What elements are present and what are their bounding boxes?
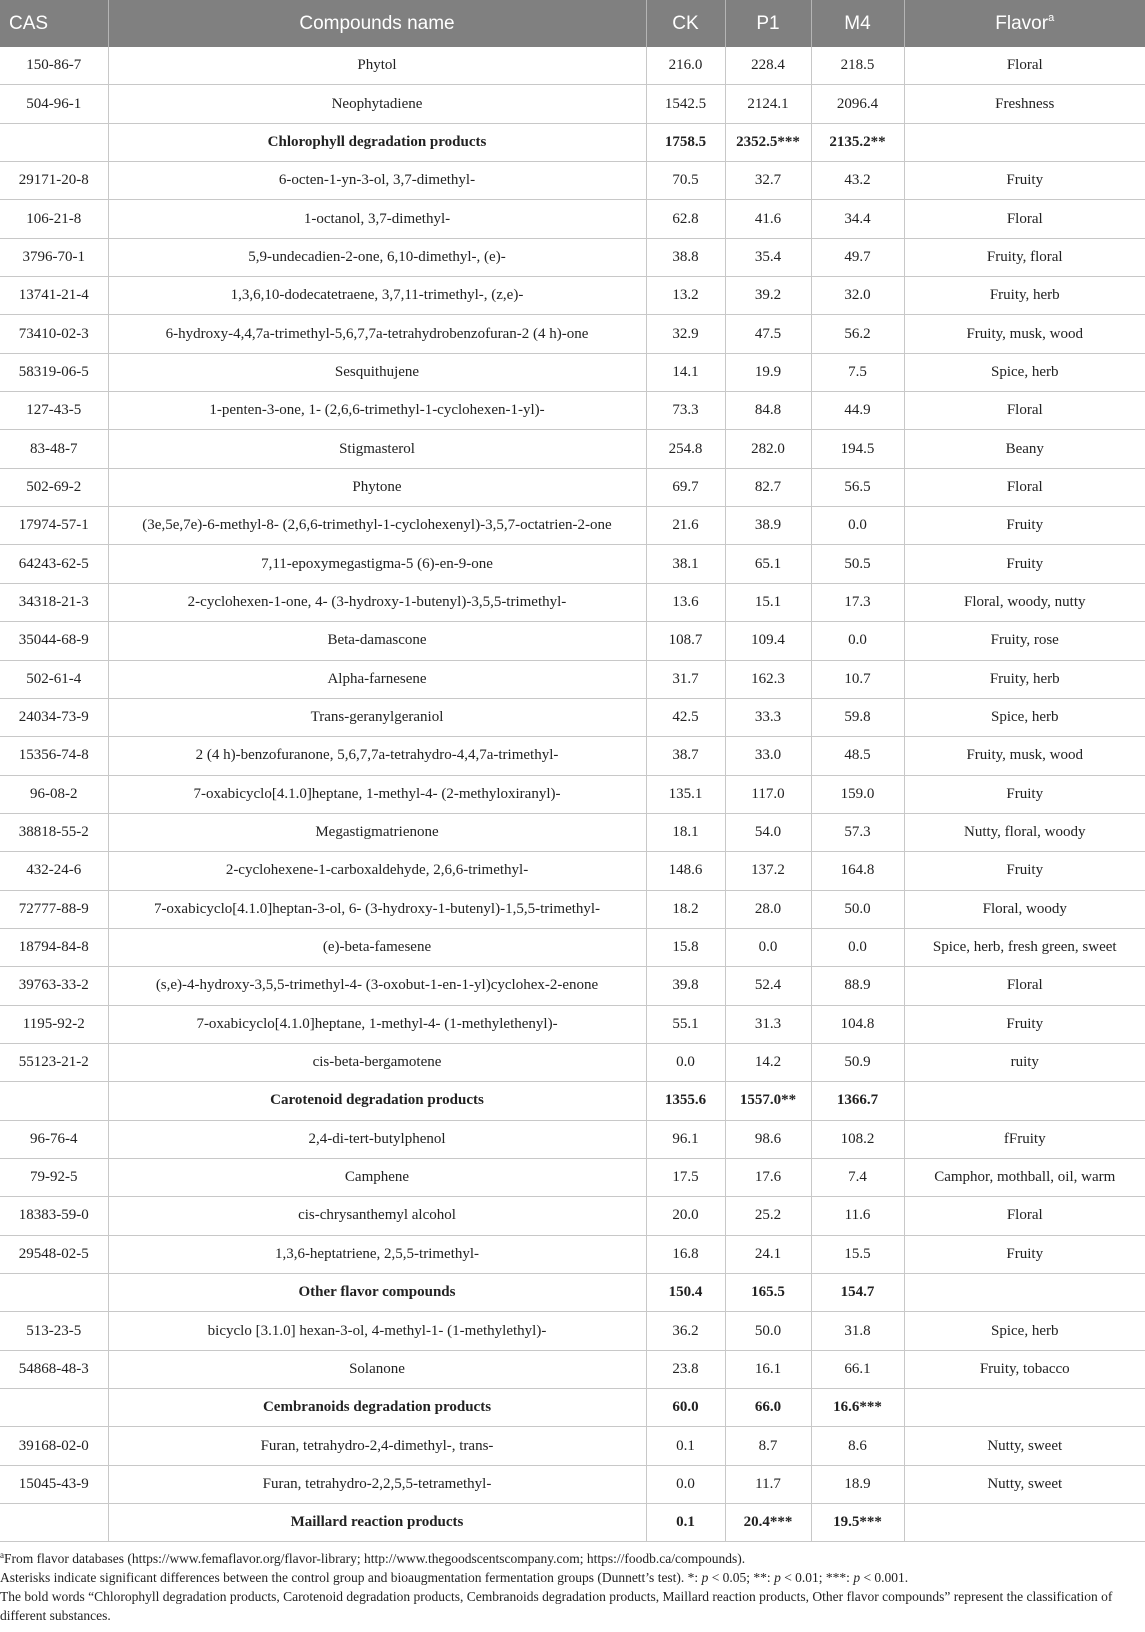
cell-compound-name: 2 (4 h)-benzofuranone, 5,6,7,7a-tetrahydro-4,4,7a-trimethyl-: [108, 737, 646, 775]
header-m4: M4: [811, 0, 904, 47]
table-row: [0, 737, 1145, 775]
cell-flavor: Fruity: [904, 545, 1145, 583]
cell-compound-name: 1,3,6,10-dodecatetraene, 3,7,11-trimethyl-, (z,e)-: [108, 277, 646, 315]
cell-compound-name: 6-hydroxy-4,4,7a-trimethyl-5,6,7,7a-tetrahydrobenzofuran-2 (4 h)-one: [108, 315, 646, 353]
cell-flavor: Fruity: [904, 852, 1145, 890]
cell-ck: 36.2: [646, 1312, 725, 1350]
cell-ck: 96.1: [646, 1120, 725, 1158]
cell-flavor: Fruity: [904, 1005, 1145, 1043]
cell-cas: 17974-57-1: [0, 507, 108, 545]
cell-compound-name: Camphene: [108, 1158, 646, 1196]
cell-cas: 106-21-8: [0, 200, 108, 238]
cell-p1: 66.0: [725, 1389, 811, 1427]
cell-flavor: fFruity: [904, 1120, 1145, 1158]
cell-flavor: Beany: [904, 430, 1145, 468]
cell-ck: 39.8: [646, 967, 725, 1005]
cell-ck: 254.8: [646, 430, 725, 468]
cell-compound-name: Other flavor compounds: [108, 1274, 646, 1312]
cell-p1: 33.0: [725, 737, 811, 775]
cell-compound-name: 1-penten-3-one, 1- (2,6,6-trimethyl-1-cyclohexen-1-yl)-: [108, 392, 646, 430]
cell-compound-name: 7-oxabicyclo[4.1.0]heptane, 1-methyl-4- (2-methyloxiranyl)-: [108, 775, 646, 813]
footnote-sources: [0, 1546, 1145, 1568]
table-row: [0, 1235, 1145, 1273]
cell-p1: 282.0: [725, 430, 811, 468]
cell-ck: 1758.5: [646, 123, 725, 161]
cell-cas: 127-43-5: [0, 392, 108, 430]
table-row: [0, 200, 1145, 238]
cell-m4: 50.0: [811, 890, 904, 928]
cell-cas: 64243-62-5: [0, 545, 108, 583]
cell-m4: 43.2: [811, 162, 904, 200]
table-footnotes: [0, 1546, 1145, 1625]
cell-ck: 216.0: [646, 47, 725, 85]
cell-compound-name: Neophytadiene: [108, 85, 646, 123]
cell-compound-name: cis-beta-bergamotene: [108, 1043, 646, 1081]
cell-ck: 42.5: [646, 698, 725, 736]
cell-flavor: Nutty, floral, woody: [904, 813, 1145, 851]
cell-m4: 31.8: [811, 1312, 904, 1350]
cell-ck: 1542.5: [646, 85, 725, 123]
cell-compound-name: 2,4-di-tert-butylphenol: [108, 1120, 646, 1158]
cell-p1: 31.3: [725, 1005, 811, 1043]
cell-cas: [0, 123, 108, 161]
cell-ck: 20.0: [646, 1197, 725, 1235]
cell-cas: [0, 1274, 108, 1312]
cell-p1: 84.8: [725, 392, 811, 430]
cell-compound-name: (e)-beta-famesene: [108, 928, 646, 966]
cell-cas: 15045-43-9: [0, 1465, 108, 1503]
cell-cas: 150-86-7: [0, 47, 108, 85]
cell-m4: 10.7: [811, 660, 904, 698]
table-row: [0, 660, 1145, 698]
table-row: [0, 622, 1145, 660]
cell-flavor: Fruity: [904, 775, 1145, 813]
cell-cas: 54868-48-3: [0, 1350, 108, 1388]
cell-flavor: Spice, herb, fresh green, sweet: [904, 928, 1145, 966]
cell-p1: 35.4: [725, 238, 811, 276]
footnote-significance-text-a: Asterisks indicate significant differences between the control group and bioaugmentation fermentation groups (Dunnett’s test). *:: [0, 1570, 702, 1585]
cell-m4: 49.7: [811, 238, 904, 276]
cell-ck: 0.0: [646, 1043, 725, 1081]
cell-compound-name: Sesquithujene: [108, 353, 646, 391]
cell-p1: 162.3: [725, 660, 811, 698]
cell-p1: 0.0: [725, 928, 811, 966]
cell-m4: 66.1: [811, 1350, 904, 1388]
cell-cas: 502-61-4: [0, 660, 108, 698]
table-row: [0, 890, 1145, 928]
cell-ck: 0.0: [646, 1465, 725, 1503]
cell-compound-name: Phytone: [108, 468, 646, 506]
table-row: [0, 392, 1145, 430]
cell-m4: 15.5: [811, 1235, 904, 1273]
header-p1: P1: [725, 0, 811, 47]
footnote-p-symbol: p: [774, 1570, 781, 1585]
cell-ck: 17.5: [646, 1158, 725, 1196]
header-flavor-footnote-mark: a: [1048, 12, 1055, 24]
cell-compound-name: 7-oxabicyclo[4.1.0]heptane, 1-methyl-4- (1-methylethenyl)-: [108, 1005, 646, 1043]
cell-flavor: Floral: [904, 47, 1145, 85]
cell-cas: 502-69-2: [0, 468, 108, 506]
cell-flavor: Fruity, musk, wood: [904, 737, 1145, 775]
cell-flavor: Spice, herb: [904, 1312, 1145, 1350]
cell-flavor: Spice, herb: [904, 353, 1145, 391]
cell-flavor: [904, 1274, 1145, 1312]
cell-cas: 55123-21-2: [0, 1043, 108, 1081]
cell-m4: 154.7: [811, 1274, 904, 1312]
cell-cas: 18383-59-0: [0, 1197, 108, 1235]
cell-m4: 218.5: [811, 47, 904, 85]
cell-ck: 0.1: [646, 1504, 725, 1542]
cell-m4: 0.0: [811, 507, 904, 545]
header-flavor: [904, 0, 1145, 47]
table-row: [0, 928, 1145, 966]
cell-ck: 23.8: [646, 1350, 725, 1388]
cell-p1: 2124.1: [725, 85, 811, 123]
cell-compound-name: Furan, tetrahydro-2,2,5,5-tetramethyl-: [108, 1465, 646, 1503]
cell-m4: 32.0: [811, 277, 904, 315]
cell-flavor: ruity: [904, 1043, 1145, 1081]
cell-flavor: Nutty, sweet: [904, 1465, 1145, 1503]
cell-flavor: Floral: [904, 1197, 1145, 1235]
cell-m4: 1366.7: [811, 1082, 904, 1120]
cell-cas: 96-08-2: [0, 775, 108, 813]
cell-ck: 13.2: [646, 277, 725, 315]
cell-p1: 82.7: [725, 468, 811, 506]
cell-m4: 59.8: [811, 698, 904, 736]
cell-flavor: Fruity, herb: [904, 277, 1145, 315]
cell-m4: 19.5***: [811, 1504, 904, 1542]
category-total-row: [0, 1389, 1145, 1427]
cell-p1: 165.5: [725, 1274, 811, 1312]
table-row: [0, 775, 1145, 813]
cell-cas: 79-92-5: [0, 1158, 108, 1196]
table-row: [0, 468, 1145, 506]
cell-p1: 17.6: [725, 1158, 811, 1196]
cell-cas: 18794-84-8: [0, 928, 108, 966]
table-row: [0, 507, 1145, 545]
cell-ck: 148.6: [646, 852, 725, 890]
cell-ck: 13.6: [646, 583, 725, 621]
cell-m4: 50.9: [811, 1043, 904, 1081]
cell-m4: 17.3: [811, 583, 904, 621]
footnote-significance-text-d: < 0.001.: [860, 1570, 909, 1585]
table-body: [0, 47, 1145, 1542]
table-row: [0, 315, 1145, 353]
cell-m4: 0.0: [811, 622, 904, 660]
cell-compound-name: cis-chrysanthemyl alcohol: [108, 1197, 646, 1235]
cell-ck: 0.1: [646, 1427, 725, 1465]
cell-flavor: Floral, woody, nutty: [904, 583, 1145, 621]
cell-cas: 29548-02-5: [0, 1235, 108, 1273]
cell-ck: 32.9: [646, 315, 725, 353]
cell-cas: 504-96-1: [0, 85, 108, 123]
cell-m4: 159.0: [811, 775, 904, 813]
cell-cas: 83-48-7: [0, 430, 108, 468]
cell-p1: 25.2: [725, 1197, 811, 1235]
table-row: [0, 1465, 1145, 1503]
cell-flavor: Camphor, mothball, oil, warm: [904, 1158, 1145, 1196]
cell-cas: 513-23-5: [0, 1312, 108, 1350]
cell-cas: 39763-33-2: [0, 967, 108, 1005]
table-row: [0, 1043, 1145, 1081]
header-flavor-label: Flavor: [995, 13, 1049, 34]
table-header: [0, 0, 1145, 47]
cell-cas: 13741-21-4: [0, 277, 108, 315]
table-row: [0, 1350, 1145, 1388]
cell-p1: 15.1: [725, 583, 811, 621]
cell-ck: 31.7: [646, 660, 725, 698]
cell-ck: 38.8: [646, 238, 725, 276]
table-row: [0, 583, 1145, 621]
cell-compound-name: Phytol: [108, 47, 646, 85]
footnote-sources-text: From flavor databases (https://www.femaflavor.org/flavor-library; http://www.thegoodscentscompany.com; https://foodb.ca/compounds).: [4, 1551, 746, 1566]
cell-m4: 164.8: [811, 852, 904, 890]
header-cas: CAS: [0, 0, 108, 47]
cell-ck: 14.1: [646, 353, 725, 391]
cell-p1: 28.0: [725, 890, 811, 928]
cell-compound-name: Stigmasterol: [108, 430, 646, 468]
cell-p1: 228.4: [725, 47, 811, 85]
cell-flavor: Fruity, floral: [904, 238, 1145, 276]
cell-flavor: Nutty, sweet: [904, 1427, 1145, 1465]
footnote-p-symbol: p: [701, 1570, 709, 1585]
cell-compound-name: Cembranoids degradation products: [108, 1389, 646, 1427]
cell-ck: 16.8: [646, 1235, 725, 1273]
table-row: [0, 277, 1145, 315]
cell-compound-name: Beta-damascone: [108, 622, 646, 660]
category-total-row: [0, 1274, 1145, 1312]
cell-p1: 33.3: [725, 698, 811, 736]
cell-flavor: Floral, woody: [904, 890, 1145, 928]
cell-m4: 0.0: [811, 928, 904, 966]
cell-compound-name: 1,3,6-heptatriene, 2,5,5-trimethyl-: [108, 1235, 646, 1273]
table-row: [0, 1427, 1145, 1465]
cell-flavor: Fruity: [904, 162, 1145, 200]
cell-compound-name: 2-cyclohexen-1-one, 4- (3-hydroxy-1-butenyl)-3,5,5-trimethyl-: [108, 583, 646, 621]
table-row: [0, 1005, 1145, 1043]
table-row: [0, 47, 1145, 85]
cell-ck: 69.7: [646, 468, 725, 506]
cell-cas: 34318-21-3: [0, 583, 108, 621]
cell-cas: 15356-74-8: [0, 737, 108, 775]
cell-cas: 38818-55-2: [0, 813, 108, 851]
cell-ck: 73.3: [646, 392, 725, 430]
footnote-sources-mark: a: [0, 1550, 4, 1560]
cell-m4: 7.5: [811, 353, 904, 391]
cell-compound-name: Carotenoid degradation products: [108, 1082, 646, 1120]
cell-flavor: Fruity, rose: [904, 622, 1145, 660]
cell-m4: 11.6: [811, 1197, 904, 1235]
cell-cas: 35044-68-9: [0, 622, 108, 660]
table-row: [0, 545, 1145, 583]
cell-ck: 1355.6: [646, 1082, 725, 1120]
cell-flavor: Fruity: [904, 507, 1145, 545]
cell-flavor: Spice, herb: [904, 698, 1145, 736]
cell-m4: 48.5: [811, 737, 904, 775]
cell-m4: 56.2: [811, 315, 904, 353]
cell-ck: 108.7: [646, 622, 725, 660]
cell-p1: 2352.5***: [725, 123, 811, 161]
cell-ck: 18.2: [646, 890, 725, 928]
table-row: [0, 1312, 1145, 1350]
cell-m4: 34.4: [811, 200, 904, 238]
cell-flavor: Floral: [904, 392, 1145, 430]
cell-compound-name: Solanone: [108, 1350, 646, 1388]
cell-cas: 96-76-4: [0, 1120, 108, 1158]
cell-m4: 44.9: [811, 392, 904, 430]
cell-cas: 1195-92-2: [0, 1005, 108, 1043]
cell-ck: 70.5: [646, 162, 725, 200]
cell-flavor: Freshness: [904, 85, 1145, 123]
table-row: [0, 1158, 1145, 1196]
cell-m4: 108.2: [811, 1120, 904, 1158]
cell-p1: 109.4: [725, 622, 811, 660]
cell-ck: 38.1: [646, 545, 725, 583]
table-row: [0, 1120, 1145, 1158]
cell-m4: 16.6***: [811, 1389, 904, 1427]
footnote-significance-text-b: < 0.05; **:: [708, 1570, 775, 1585]
footnote-bold-classification: The bold words “Chlorophyll degradation products, Carotenoid degradation products, Cembranoids degradation products, Maillard reaction products, Other flavor compounds” represent the classification of different substances.: [0, 1589, 1113, 1623]
cell-ck: 150.4: [646, 1274, 725, 1312]
cell-m4: 7.4: [811, 1158, 904, 1196]
table-row: [0, 967, 1145, 1005]
cell-flavor: [904, 1082, 1145, 1120]
cell-flavor: Fruity, musk, wood: [904, 315, 1145, 353]
cell-p1: 1557.0**: [725, 1082, 811, 1120]
cell-ck: 135.1: [646, 775, 725, 813]
cell-p1: 117.0: [725, 775, 811, 813]
cell-p1: 65.1: [725, 545, 811, 583]
header-compounds-name: Compounds name: [108, 0, 646, 47]
cell-compound-name: (3e,5e,7e)-6-methyl-8- (2,6,6-trimethyl-1-cyclohexenyl)-3,5,7-octatrien-2-one: [108, 507, 646, 545]
cell-m4: 194.5: [811, 430, 904, 468]
cell-p1: 8.7: [725, 1427, 811, 1465]
cell-flavor: Floral: [904, 468, 1145, 506]
cell-cas: [0, 1504, 108, 1542]
cell-m4: 8.6: [811, 1427, 904, 1465]
category-total-row: [0, 1082, 1145, 1120]
cell-ck: 55.1: [646, 1005, 725, 1043]
cell-m4: 57.3: [811, 813, 904, 851]
cell-m4: 88.9: [811, 967, 904, 1005]
table-row: [0, 162, 1145, 200]
category-total-row: [0, 123, 1145, 161]
cell-p1: 11.7: [725, 1465, 811, 1503]
table-row: [0, 698, 1145, 736]
cell-ck: 18.1: [646, 813, 725, 851]
table-row: [0, 353, 1145, 391]
cell-compound-name: Megastigmatrienone: [108, 813, 646, 851]
cell-compound-name: 1-octanol, 3,7-dimethyl-: [108, 200, 646, 238]
table-row: [0, 852, 1145, 890]
header-ck: CK: [646, 0, 725, 47]
cell-compound-name: Alpha-farnesene: [108, 660, 646, 698]
cell-compound-name: Maillard reaction products: [108, 1504, 646, 1542]
cell-cas: 24034-73-9: [0, 698, 108, 736]
cell-p1: 54.0: [725, 813, 811, 851]
cell-p1: 19.9: [725, 353, 811, 391]
cell-m4: 50.5: [811, 545, 904, 583]
cell-p1: 20.4***: [725, 1504, 811, 1542]
cell-cas: [0, 1389, 108, 1427]
cell-p1: 50.0: [725, 1312, 811, 1350]
cell-p1: 39.2: [725, 277, 811, 315]
cell-p1: 41.6: [725, 200, 811, 238]
cell-compound-name: Chlorophyll degradation products: [108, 123, 646, 161]
cell-compound-name: (s,e)-4-hydroxy-3,5,5-trimethyl-4- (3-oxobut-1-en-1-yl)cyclohex-2-enone: [108, 967, 646, 1005]
cell-flavor: [904, 1504, 1145, 1542]
cell-flavor: Floral: [904, 967, 1145, 1005]
cell-ck: 21.6: [646, 507, 725, 545]
cell-cas: 29171-20-8: [0, 162, 108, 200]
cell-compound-name: 7-oxabicyclo[4.1.0]heptan-3-ol, 6- (3-hydroxy-1-butenyl)-1,5,5-trimethyl-: [108, 890, 646, 928]
cell-p1: 98.6: [725, 1120, 811, 1158]
cell-ck: 60.0: [646, 1389, 725, 1427]
cell-p1: 24.1: [725, 1235, 811, 1273]
cell-flavor: Fruity, tobacco: [904, 1350, 1145, 1388]
cell-flavor: [904, 1389, 1145, 1427]
footnote-significance-text-c: < 0.01; ***:: [780, 1570, 854, 1585]
table-row: [0, 1197, 1145, 1235]
cell-compound-name: 5,9-undecadien-2-one, 6,10-dimethyl-, (e)-: [108, 238, 646, 276]
cell-ck: 38.7: [646, 737, 725, 775]
cell-cas: 72777-88-9: [0, 890, 108, 928]
cell-compound-name: 2-cyclohexene-1-carboxaldehyde, 2,6,6-trimethyl-: [108, 852, 646, 890]
cell-compound-name: Furan, tetrahydro-2,4-dimethyl-, trans-: [108, 1427, 646, 1465]
table-row: [0, 85, 1145, 123]
cell-compound-name: Trans-geranylgeraniol: [108, 698, 646, 736]
cell-m4: 104.8: [811, 1005, 904, 1043]
cell-m4: 18.9: [811, 1465, 904, 1503]
footnote-significance: [0, 1568, 1145, 1587]
cell-flavor: Fruity: [904, 1235, 1145, 1273]
cell-cas: 432-24-6: [0, 852, 108, 890]
footnote-p-symbol: p: [853, 1570, 861, 1585]
category-total-row: [0, 1504, 1145, 1542]
header-row: [0, 0, 1145, 47]
cell-cas: [0, 1082, 108, 1120]
cell-cas: 3796-70-1: [0, 238, 108, 276]
cell-m4: 56.5: [811, 468, 904, 506]
cell-p1: 14.2: [725, 1043, 811, 1081]
cell-compound-name: 6-octen-1-yn-3-ol, 3,7-dimethyl-: [108, 162, 646, 200]
cell-flavor: Fruity, herb: [904, 660, 1145, 698]
table-row: [0, 238, 1145, 276]
cell-m4: 2135.2**: [811, 123, 904, 161]
cell-p1: 47.5: [725, 315, 811, 353]
cell-p1: 38.9: [725, 507, 811, 545]
cell-cas: 39168-02-0: [0, 1427, 108, 1465]
cell-p1: 16.1: [725, 1350, 811, 1388]
cell-p1: 52.4: [725, 967, 811, 1005]
table-row: [0, 430, 1145, 468]
cell-ck: 15.8: [646, 928, 725, 966]
cell-m4: 2096.4: [811, 85, 904, 123]
cell-flavor: Floral: [904, 200, 1145, 238]
cell-ck: 62.8: [646, 200, 725, 238]
cell-compound-name: 7,11-epoxymegastigma-5 (6)-en-9-one: [108, 545, 646, 583]
cell-cas: 58319-06-5: [0, 353, 108, 391]
cell-cas: 73410-02-3: [0, 315, 108, 353]
table-row: [0, 813, 1145, 851]
cell-compound-name: bicyclo [3.1.0] hexan-3-ol, 4-methyl-1- (1-methylethyl)-: [108, 1312, 646, 1350]
cell-p1: 137.2: [725, 852, 811, 890]
cell-p1: 32.7: [725, 162, 811, 200]
cell-flavor: [904, 123, 1145, 161]
